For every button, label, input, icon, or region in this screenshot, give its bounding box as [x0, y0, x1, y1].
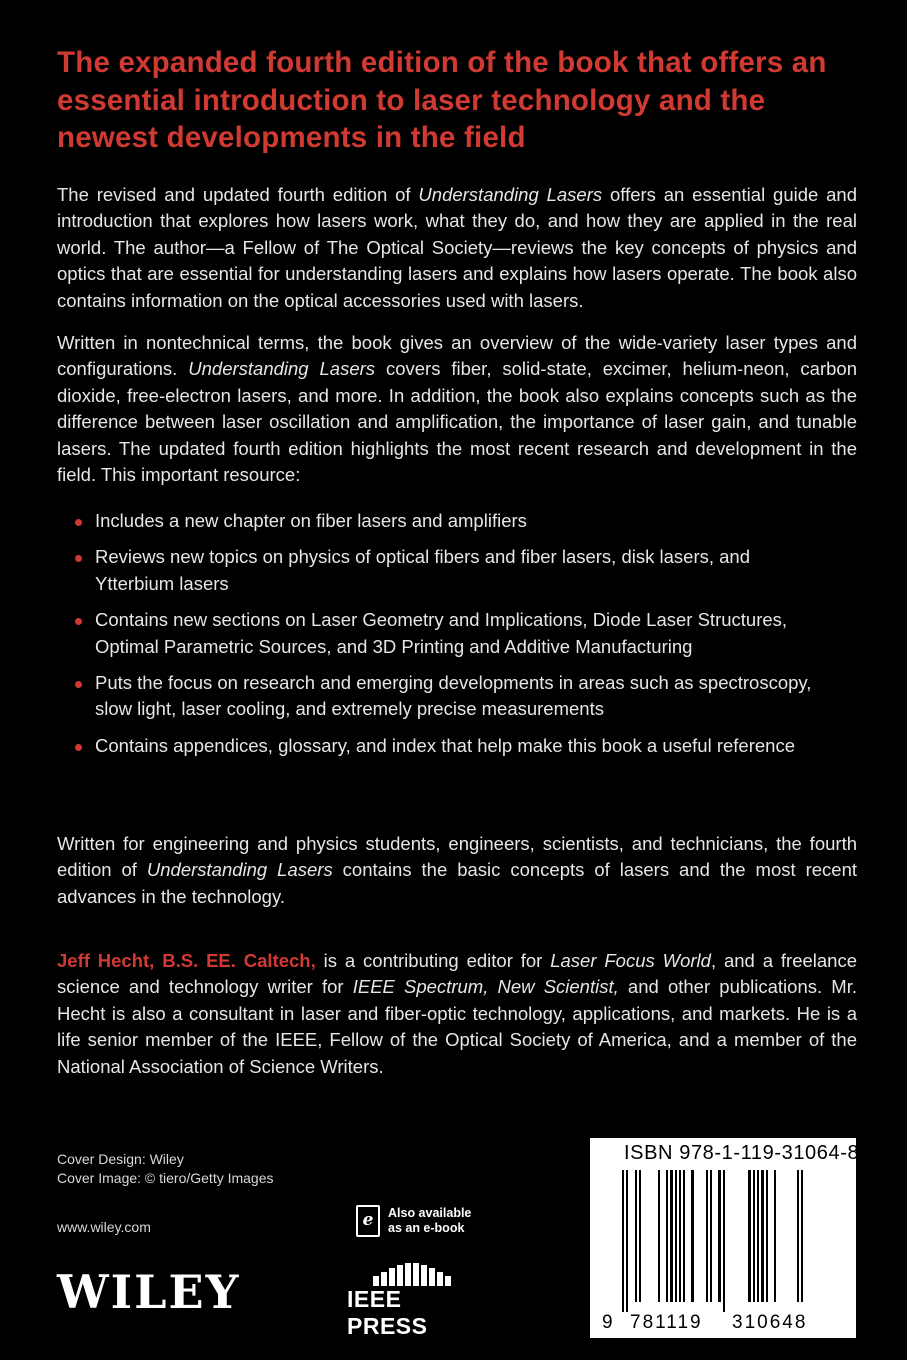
ebook-text — [388, 1206, 471, 1236]
isbn-number: ISBN 978-1-119-31064-8 — [624, 1142, 860, 1164]
barcode-bar — [748, 1170, 751, 1302]
ebook-line-1: Also available — [388, 1206, 472, 1220]
ebook-line-2: as an e-book — [388, 1221, 465, 1235]
description-paragraph-1 — [57, 182, 857, 314]
barcode-bar — [683, 1170, 685, 1302]
barcode-digits-right: 310648 — [732, 1312, 808, 1333]
barcode-bar — [706, 1170, 708, 1302]
ieee-press-logo — [345, 1260, 485, 1339]
barcode-bar — [757, 1170, 759, 1302]
author-bio — [57, 948, 857, 1080]
bullet-dot-icon — [75, 618, 82, 625]
list-item — [57, 544, 817, 597]
publication-name: IEEE Spectrum, New Scientist, — [352, 976, 619, 998]
barcode-bar — [670, 1170, 673, 1302]
book-title: Understanding Lasers — [146, 859, 333, 881]
list-item-text: Contains new sections on Laser Geometry and Implications, Diode Laser Structures, Optimal Parametric Sources, and 3D Printing and Additive Manufacturing — [95, 609, 788, 657]
text-span: The revised and updated fourth edition of — [57, 184, 419, 205]
audience-paragraph — [57, 831, 857, 910]
barcode-bar — [639, 1170, 641, 1302]
barcode-bar — [718, 1170, 721, 1302]
text-span: is a contributing editor for — [315, 950, 551, 971]
bullet-dot-icon — [75, 519, 82, 526]
barcode-bar — [753, 1170, 755, 1302]
barcode-bar — [675, 1170, 677, 1302]
description-paragraph-2 — [57, 330, 857, 488]
ebook-icon: e — [356, 1205, 380, 1237]
barcode-bar — [710, 1170, 712, 1302]
bullet-dot-icon — [75, 744, 82, 751]
list-item-text: Includes a new chapter on fiber lasers and amplifiers — [95, 510, 527, 531]
barcode-bar — [761, 1170, 764, 1302]
barcode-bar — [801, 1170, 803, 1302]
wiley-logo: WILEY — [57, 1265, 241, 1319]
text-span: contains the basic concepts of lasers and the most recent advances in the technology. — [57, 859, 858, 907]
barcode-bar — [774, 1170, 776, 1302]
list-item — [57, 607, 817, 660]
bullet-dot-icon — [75, 555, 82, 562]
barcode-bar — [723, 1170, 725, 1312]
book-title: Understanding Lasers — [418, 184, 603, 205]
cover-image-credit: Cover Image: © tiero/Getty Images — [57, 1170, 274, 1186]
list-item — [57, 670, 817, 723]
barcode-bar — [679, 1170, 681, 1302]
text-span: offers an essential guide and introduction that explores how lasers work, what they do, and how they are applied in the real world. The author—a Fellow of The Optical Society—reviews the key concepts of physics and optics that are essential for understanding lasers and explains how lasers operate. The book also contains information on the optical accessories used with lasers. — [57, 184, 857, 311]
barcode-bar — [766, 1170, 768, 1302]
feature-list — [57, 508, 817, 769]
text-span: Written in nontechnical terms, the book gives an overview of the wide-variety laser types and configurations. — [57, 332, 857, 380]
barcode-digit-first: 9 — [602, 1312, 613, 1333]
list-item — [57, 733, 817, 759]
barcode-bar — [626, 1170, 628, 1312]
cover-credits — [57, 1150, 274, 1188]
barcode-bar — [797, 1170, 799, 1302]
bullet-dot-icon — [75, 681, 82, 688]
list-item-text: Puts the focus on research and emerging developments in areas such as spectroscopy, slow light, laser cooling, and extremely precise measurements — [95, 672, 812, 720]
barcode-bar — [666, 1170, 668, 1302]
text-span: and other publications. Mr. Hecht is also a consultant in laser and fiber-optic technology, applications, and markets. He is a life senior member of the IEEE, Fellow of the Optical Society of America, and a member of the National Association of Science Writers. — [57, 976, 857, 1077]
text-span: Written for engineering and physics students, engineers, scientists, and technicians, the fourth edition of — [57, 833, 857, 881]
barcode-bar — [635, 1170, 637, 1302]
ieee-press-text: IEEE PRESS — [347, 1286, 428, 1339]
list-item-text: Contains appendices, glossary, and index that help make this book a useful reference — [95, 734, 796, 756]
website-url: www.wiley.com — [57, 1219, 151, 1235]
text-span: covers fiber, solid-state, excimer, helium-neon, carbon dioxide, free-electron lasers, and more. In addition, the book also explains concepts such as the difference between laser oscillation and amplification, the importance of laser gain, and tunable lasers. The updated fourth edition highlights the most recent research and development in the field. This important resource: — [57, 358, 857, 486]
barcode-image — [600, 1170, 848, 1335]
barcode-bar — [622, 1170, 624, 1312]
book-title: Understanding Lasers — [188, 358, 376, 380]
publication-name: Laser Focus World — [550, 950, 711, 971]
barcode-bar — [658, 1170, 660, 1302]
text-span: , and a freelance science and technology writer for — [57, 950, 858, 998]
list-item — [57, 508, 817, 534]
barcode-digits-left: 781119 — [630, 1312, 703, 1333]
ieee-sunburst-icon — [345, 1260, 485, 1288]
ebook-notice — [356, 1205, 526, 1245]
list-item-text: Reviews new topics on physics of optical fibers and fiber lasers, disk lasers, and Ytterbium lasers — [95, 546, 750, 594]
author-name: Jeff Hecht, B.S. EE. Caltech, — [57, 950, 316, 971]
barcode-bar — [691, 1170, 694, 1302]
cover-design-credit: Cover Design: Wiley — [57, 1151, 184, 1167]
headline: The expanded fourth edition of the book that offers an essential introduction to laser technology and the newest developments in the field — [57, 46, 827, 154]
